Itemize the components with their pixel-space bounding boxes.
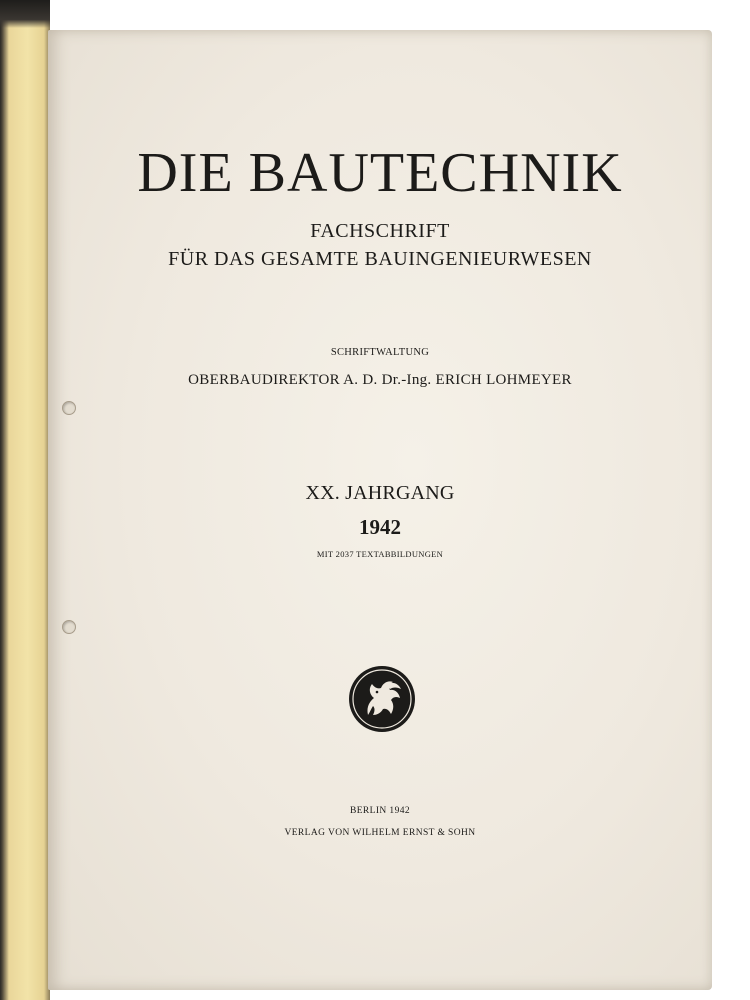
illustrations-note: MIT 2037 TEXTABBILDUNGEN bbox=[316, 549, 444, 559]
book-binding bbox=[0, 0, 50, 1000]
editor-label: SCHRIFTWALTUNG bbox=[330, 347, 430, 358]
page-title: DIE BAUTECHNIK bbox=[137, 142, 623, 204]
punch-hole bbox=[62, 620, 76, 634]
binding-cover-edge bbox=[0, 0, 50, 28]
subtitle-line-2: FÜR DAS GESAMTE BAUINGENIEURWESEN bbox=[168, 248, 592, 270]
publisher-name: VERLAG VON WILHELM ERNST & SOHN bbox=[284, 828, 476, 838]
editor-name: OBERBAUDIREKTOR A. D. Dr.-Ing. ERICH LOHMEYER bbox=[188, 372, 572, 388]
subtitle-line-1: FACHSCHRIFT bbox=[310, 220, 450, 242]
city-year: BERLIN 1942 bbox=[349, 806, 411, 816]
volume-label: XX. JAHRGANG bbox=[305, 482, 455, 504]
year-label: 1942 bbox=[359, 515, 401, 539]
punch-hole bbox=[62, 401, 76, 415]
griffin-emblem-icon bbox=[348, 665, 416, 733]
